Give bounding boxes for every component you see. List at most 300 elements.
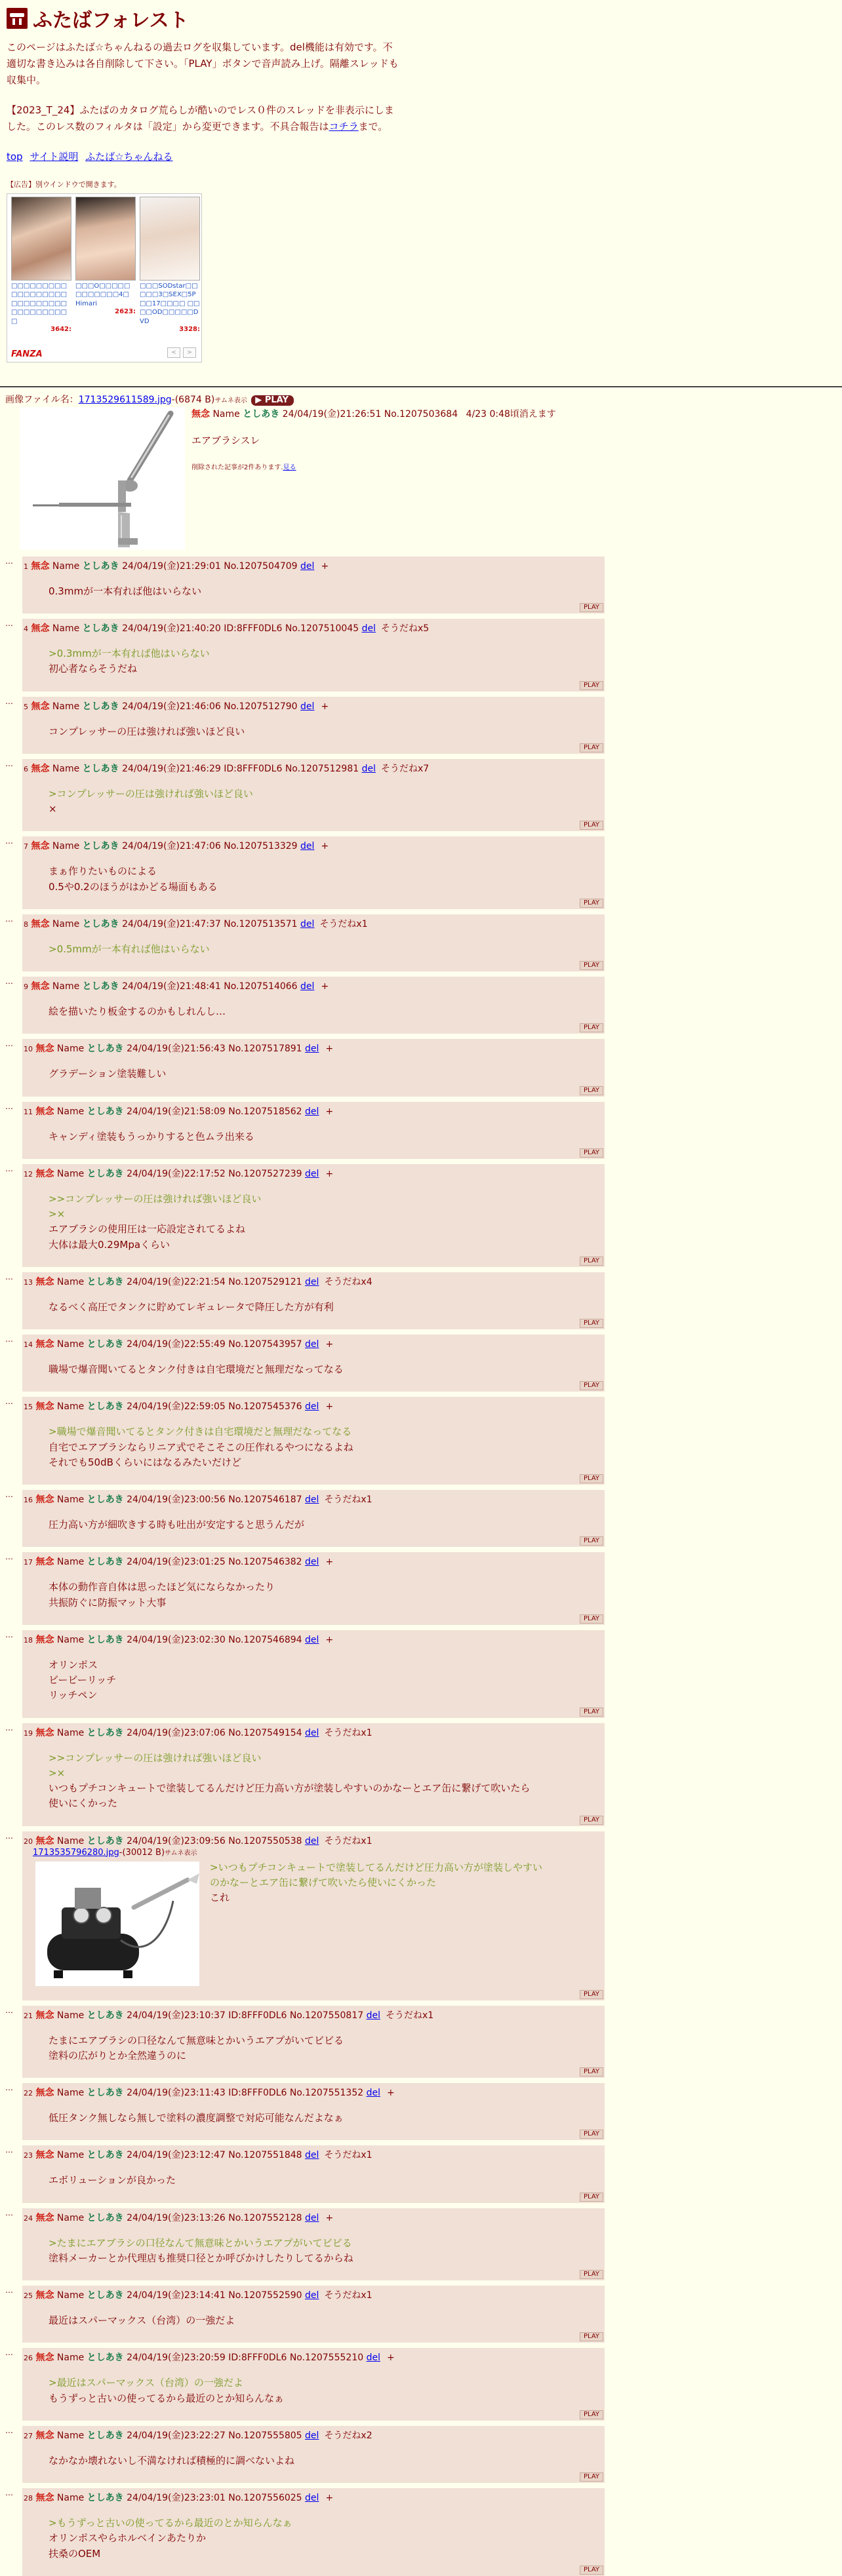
reply-number: 22 [24, 2089, 33, 2098]
reply-post-number[interactable]: No.1207550538 [228, 1835, 302, 1846]
reply-body [49, 584, 605, 599]
reply-name: としあき [82, 623, 119, 634]
del-link[interactable]: del [305, 1168, 319, 1179]
sodane-plus-button[interactable]: + [386, 2088, 395, 2098]
reply-dots: … [5, 2488, 12, 2497]
ad-thumbnail[interactable] [75, 197, 136, 281]
play-button[interactable]: PLAY [580, 1319, 603, 1328]
play-button[interactable]: PLAY [580, 1257, 603, 1266]
reply-subject: 無念 [35, 1634, 54, 1645]
reply-row [0, 1039, 842, 1096]
reply [22, 2208, 605, 2281]
reply-dots: … [5, 758, 12, 768]
reply-post-number[interactable]: No.1207517891 [228, 1044, 302, 1055]
reply-name-label: Name [56, 1494, 85, 1505]
op-name: としあき [243, 408, 280, 420]
reply-post-number[interactable]: No.1207543957 [228, 1339, 302, 1350]
reply-header [22, 2429, 605, 2442]
reply-date: 24/04/19(金)23:02:30 [127, 1634, 226, 1645]
reply-number: 28 [24, 2494, 33, 2503]
reply-body [49, 1658, 605, 1704]
reply-subject: 無念 [35, 1106, 54, 1117]
reply-id: ID:8FFF0DL6 [224, 763, 283, 774]
reply [22, 1831, 605, 2000]
reply-dots: … [5, 836, 12, 846]
play-button[interactable]: PLAY [580, 1990, 603, 1999]
reply-subject: 無念 [31, 981, 50, 992]
play-button[interactable]: PLAY [580, 1614, 603, 1624]
sodane-button[interactable]: そうだねx1 [324, 2290, 372, 2301]
sodane-plus-button[interactable]: + [321, 701, 329, 712]
reply-header [22, 2148, 605, 2161]
reply [22, 2006, 605, 2078]
reply-post-number[interactable]: No.1207546382 [228, 1557, 302, 1568]
reply-dots: … [5, 1723, 12, 1732]
sodane-button[interactable]: そうだねx2 [324, 2430, 372, 2441]
sodane-plus-button[interactable]: + [321, 841, 329, 852]
reply-subject: 無念 [35, 1557, 54, 1568]
sodane-button[interactable]: そうだねx1 [324, 1494, 372, 1505]
comment-line: 自宅でエアブラシならリニア式でそこそこの圧作れるやつになるよね [49, 1441, 353, 1453]
reply-name-label: Name [52, 623, 80, 634]
reply [22, 1039, 605, 1096]
site-title-text[interactable]: ふたばフォレスト [33, 9, 189, 32]
show-deleted-link[interactable]: 見る [283, 463, 296, 471]
comment-line: なかなか壊れないし不満なければ積極的に調べないよね [49, 2454, 295, 2467]
del-link[interactable]: del [361, 623, 376, 634]
reply-date: 24/04/19(金)23:10:37 [127, 2010, 226, 2021]
play-button[interactable]: PLAY [580, 961, 603, 970]
comment-line: キャンディ塗装もうっかりすると色ムラ出来る [49, 1130, 254, 1142]
reply-post-number[interactable]: No.1207546894 [228, 1634, 302, 1645]
sodane-button[interactable]: そうだねx1 [324, 2150, 372, 2161]
reply-name-label: Name [56, 1339, 85, 1350]
play-button[interactable]: PLAY [580, 603, 603, 612]
reply-post-number[interactable]: No.1207514066 [224, 981, 298, 992]
reply-name: としあき [87, 1401, 124, 1413]
comment-line: 初心者ならそうだね [49, 663, 138, 675]
play-button[interactable]: PLAY [580, 743, 603, 752]
reply-post-number[interactable]: No.1207555805 [228, 2430, 302, 2441]
reply-name-label: Name [56, 2290, 85, 2301]
sodane-plus-button[interactable]: + [325, 1168, 334, 1179]
reply [22, 2488, 605, 2576]
reply-row [0, 2426, 842, 2483]
reply-body [210, 1860, 542, 1986]
notice-tail: まで。 [358, 121, 388, 132]
del-link[interactable]: del [305, 1106, 319, 1117]
play-button[interactable]: PLAY [580, 681, 603, 690]
reply-post-number[interactable]: No.1207518562 [228, 1106, 302, 1117]
reply-post-number[interactable]: No.1207512981 [285, 763, 359, 774]
op-header [191, 407, 556, 420]
ad-item-text[interactable]: □□□O□□□□□□□□□□□□4□ Himari [75, 282, 130, 307]
reply-header [22, 559, 605, 572]
reply-file-link[interactable]: 1713535796280.jpg [33, 1847, 119, 1858]
reply-body [49, 2375, 605, 2406]
reply-row [0, 1272, 842, 1329]
reply-date: 24/04/19(金)23:00:56 [127, 1494, 226, 1505]
sodane-plus-button[interactable]: + [321, 560, 329, 572]
reply-number: 21 [24, 2011, 33, 2020]
sodane-button[interactable]: そうだねx1 [385, 2010, 434, 2021]
ad-brand-logo[interactable]: FANZA [11, 349, 43, 359]
reply-body [49, 2453, 605, 2469]
sodane-plus-button[interactable]: + [325, 1339, 334, 1350]
reply-row [0, 914, 842, 971]
ad-next-button[interactable]: > [183, 347, 196, 358]
del-link[interactable]: del [305, 1835, 319, 1846]
comment-line: リッチペン [49, 1689, 98, 1702]
sodane-plus-button[interactable]: + [325, 1401, 334, 1413]
reply-subject: 無念 [31, 560, 50, 572]
ad-item-price: 2623: [115, 308, 136, 316]
reply-subject: 無念 [35, 2150, 54, 2161]
ad-prev-button[interactable]: < [167, 347, 180, 358]
reply-body [49, 724, 605, 739]
ad-item[interactable] [11, 197, 71, 334]
reply-header [22, 2491, 605, 2504]
reply [22, 556, 605, 614]
quote-line: >0.5mmが一本有れば他はいらない [49, 943, 210, 955]
reply-file-line [33, 1847, 605, 1858]
about-link[interactable]: サイト説明 [30, 150, 79, 163]
del-link[interactable]: del [300, 560, 315, 572]
quote-line: >× [49, 1766, 66, 1779]
reply-subject: 無念 [35, 1835, 54, 1846]
reply-name-label: Name [52, 763, 80, 774]
ad-thumbnail[interactable] [11, 197, 71, 281]
reply-header [22, 1042, 605, 1055]
reply-post-number[interactable]: No.1207513571 [224, 918, 298, 929]
op-play-button[interactable]: ▶ PLAY [251, 395, 294, 406]
reply-name-label: Name [52, 841, 80, 852]
play-button[interactable]: PLAY [580, 899, 603, 908]
reply-date: 24/04/19(金)21:29:01 [122, 560, 221, 572]
reply-row [0, 697, 842, 754]
futaba-link[interactable]: ふたば☆ちゃんねる [85, 150, 173, 163]
del-link[interactable]: del [305, 1044, 319, 1055]
op-file-line [5, 393, 842, 406]
comment-line: 塗料の広がりとか全然違うのに [49, 2049, 187, 2061]
compressor-image[interactable] [35, 1862, 199, 1986]
sodane-plus-button[interactable]: + [325, 1557, 334, 1568]
reply-header [22, 1167, 605, 1180]
comment-line: 共振防ぐに防振マット大事 [49, 1596, 167, 1609]
comment-line: エアブラシの使用圧は一応設定されてるよね [49, 1223, 246, 1236]
reply-row [0, 1102, 842, 1159]
reply [22, 2083, 605, 2140]
reply-name-label: Name [56, 2150, 85, 2161]
quote-line: >>コンプレッサーの圧は強ければ強いほど良い [49, 1751, 262, 1764]
reply [22, 836, 605, 909]
reply-number: 26 [24, 2354, 33, 2363]
sodane-plus-button[interactable]: + [325, 1634, 334, 1645]
sodane-plus-button[interactable]: + [321, 981, 329, 992]
reply-number: 16 [24, 1496, 33, 1504]
comment-line: 職場で爆音聞いてるとタンク付きは自宅環境だと無理だなってなる [49, 1363, 344, 1375]
intro-text: このページはふたば☆ちゃんねるの過去ログを収集しています。del機能は有効です。不適切な書き込みは各自削除して下さい。「PLAY」ボタンで音声読み上げ。隔離スレッドも収集中。 [7, 41, 399, 86]
comment-line: 使いにくかった [49, 1797, 118, 1810]
reply-post-number[interactable]: No.1207555210 [289, 2352, 364, 2364]
sodane-button[interactable]: そうだねx7 [380, 763, 430, 774]
header [0, 0, 407, 362]
reply-post-number[interactable]: No.1207549154 [228, 1727, 302, 1738]
reply-number: 14 [24, 1340, 33, 1349]
reply [22, 1335, 605, 1392]
top-link[interactable]: top [7, 150, 23, 163]
sodane-button[interactable]: そうだねx5 [380, 623, 430, 634]
del-link[interactable]: del [305, 1276, 319, 1287]
reply-post-number[interactable]: No.1207552128 [228, 2212, 302, 2223]
play-button[interactable]: PLAY [580, 1148, 603, 1158]
reply-subject: 無念 [35, 1276, 54, 1287]
play-button[interactable]: PLAY [580, 1381, 603, 1390]
reply-post-number[interactable]: No.1207556025 [228, 2493, 302, 2503]
reply [22, 697, 605, 754]
del-link[interactable]: del [305, 2493, 319, 2503]
del-link[interactable]: del [305, 2212, 319, 2223]
reply-subject: 無念 [35, 2290, 54, 2301]
reply [22, 1630, 605, 1718]
ad-box[interactable] [7, 193, 202, 362]
comment-line: たまにエアブラシの口径なんて無意味とかいうエアプがいてビビる [49, 2034, 344, 2046]
reply-name-label: Name [56, 1835, 85, 1846]
play-button[interactable]: PLAY [580, 1474, 603, 1483]
reply-header [22, 2288, 605, 2301]
reply-dots: … [5, 2348, 12, 2358]
quote-line: のかなーとエア缶に繋げて吹いたら使いにくかった [210, 1876, 437, 1888]
reply-date: 24/04/19(金)23:13:26 [127, 2212, 226, 2223]
comment-line: 絵を描いたり板金するのかもしれんし… [49, 1005, 226, 1017]
reply-dots: … [5, 2145, 12, 2155]
reply-subject: 無念 [35, 2010, 54, 2021]
sodane-button[interactable]: そうだねx1 [319, 918, 368, 929]
reply-name: としあき [87, 2150, 124, 2161]
comment-line: グラデーション塗装難しい [49, 1068, 167, 1080]
del-link[interactable]: del [305, 1557, 319, 1568]
reply-name: としあき [87, 2212, 124, 2223]
op-file-link[interactable]: 1713529611589.jpg [78, 394, 172, 405]
comment-line: オリンポス [49, 1658, 98, 1671]
ad-item[interactable] [140, 197, 200, 334]
reply-name: としあき [87, 2430, 124, 2441]
airbrush-image[interactable] [20, 407, 185, 550]
reply-body [49, 1129, 605, 1144]
reply-number: 27 [24, 2431, 33, 2440]
comment-line: オリンポスやらホルベインあたりか [49, 2532, 207, 2545]
quote-line: >0.3mmが一本有れば他はいらない [49, 648, 210, 659]
del-link[interactable]: del [305, 1339, 319, 1350]
play-button[interactable]: PLAY [580, 1816, 603, 1825]
reply-dots: … [5, 2286, 12, 2295]
play-button[interactable]: PLAY [580, 2067, 603, 2077]
play-button[interactable]: PLAY [580, 2130, 603, 2139]
ad-label: 【広告】別ウインドウで開きます。 [7, 180, 121, 189]
play-button[interactable]: PLAY [580, 2566, 603, 2575]
del-link[interactable]: del [305, 2150, 319, 2161]
play-button[interactable]: PLAY [580, 1023, 603, 1032]
reply-post-number[interactable]: No.1207512790 [224, 701, 298, 712]
reply-number: 24 [24, 2214, 33, 2223]
reply-name: としあき [82, 763, 119, 774]
reply-post-number[interactable]: No.1207529121 [228, 1276, 302, 1287]
reply-subject: 無念 [35, 1494, 54, 1505]
del-link[interactable]: del [366, 2352, 380, 2364]
reply-row [0, 1831, 842, 2000]
del-link[interactable]: del [300, 981, 315, 992]
sodane-plus-button[interactable]: + [325, 1106, 334, 1117]
op-image-airbrush[interactable] [20, 407, 185, 550]
reply-name: としあき [82, 918, 119, 929]
reply-post-number[interactable]: No.1207551848 [228, 2150, 302, 2161]
reply-name: としあき [82, 701, 119, 712]
file-label: 画像ファイル名： [5, 394, 79, 405]
reply-row [0, 2083, 842, 2140]
reply-name: としあき [87, 1727, 124, 1738]
reply-post-number[interactable]: No.1207546187 [228, 1494, 302, 1505]
reply-name: としあき [87, 2010, 124, 2021]
reply-subject: 無念 [31, 701, 50, 712]
del-link[interactable]: del [366, 2010, 380, 2021]
reply-name: としあき [87, 1106, 124, 1117]
comment-line: 圧力高い方が細吹きする時も吐出が安定すると思うんだが [49, 1519, 305, 1531]
report-link[interactable]: コチラ [329, 121, 359, 132]
sodane-plus-button[interactable]: + [325, 2212, 334, 2223]
reply-date: 24/04/19(金)21:46:29 [122, 763, 221, 774]
reply-date: 24/04/19(金)23:01:25 [127, 1557, 226, 1568]
play-button[interactable]: PLAY [580, 821, 603, 830]
quote-line: >最近はスパーマックス（台湾）の一強だよ [49, 2377, 243, 2389]
del-link[interactable]: del [305, 1634, 319, 1645]
play-button[interactable]: PLAY [580, 1708, 603, 1717]
reply [22, 2348, 605, 2421]
sodane-button[interactable]: そうだねx1 [324, 1835, 372, 1846]
reply-header [22, 917, 605, 930]
reply-header [22, 2086, 605, 2099]
reply-body [49, 2516, 605, 2562]
reply-dots: … [5, 619, 12, 628]
reply-name: としあき [87, 1634, 124, 1645]
ad-item-text[interactable]: □□□SODstar□□□□□3□SEX□5P□□17□□□□ □□□□OD□□□□□DVD [140, 282, 200, 325]
play-button[interactable]: PLAY [580, 2193, 603, 2202]
reply [22, 1102, 605, 1159]
reply-dots: … [5, 1335, 12, 1344]
reply-post-number[interactable]: No.1207504709 [224, 560, 298, 572]
play-button[interactable]: PLAY [580, 2472, 603, 2482]
sodane-plus-button[interactable]: + [386, 2352, 395, 2364]
reply-dots: … [5, 977, 12, 986]
reply-date: 24/04/19(金)23:11:43 [127, 2088, 226, 2098]
del-link[interactable]: del [305, 2290, 319, 2301]
site-logo-icon[interactable] [7, 8, 28, 29]
reply-subject: 無念 [35, 1339, 54, 1350]
quote-line: >コンプレッサーの圧は強ければ強いほど良い [49, 787, 253, 800]
reply-date: 24/04/19(金)22:55:49 [127, 1339, 226, 1350]
play-label: PLAY [264, 395, 289, 405]
play-button[interactable]: PLAY [580, 1536, 603, 1546]
del-link[interactable]: del [305, 1727, 319, 1738]
reply-row [0, 836, 842, 909]
reply-date: 24/04/19(金)21:46:06 [122, 701, 221, 712]
reply-header [22, 2211, 605, 2224]
reply-dots: … [5, 914, 12, 924]
reply-thumb-note: サムネ表示 [165, 1849, 197, 1857]
reply-dots: … [5, 1397, 12, 1407]
reply [22, 2426, 605, 2483]
del-link[interactable]: del [300, 701, 315, 712]
deleted-text: 削除された記事が2件あります. [191, 463, 283, 471]
site-title[interactable] [7, 4, 400, 33]
reply-body [49, 1004, 605, 1019]
reply [22, 1552, 605, 1625]
reply-post-number[interactable]: No.1207545376 [228, 1401, 302, 1413]
reply-row [0, 2286, 842, 2343]
del-link[interactable]: del [300, 841, 315, 852]
comment-line: ビービーリッチ [49, 1674, 117, 1686]
reply-row [0, 556, 842, 614]
play-button[interactable]: PLAY [580, 2270, 603, 2279]
op-comment: エアブラシスレ [191, 434, 260, 446]
sodane-plus-button[interactable]: + [325, 2493, 334, 2503]
ad-item[interactable] [75, 197, 136, 334]
reply-post-number[interactable]: No.1207510045 [285, 623, 359, 634]
sodane-button[interactable]: そうだねx1 [324, 1727, 372, 1738]
reply-post-number[interactable]: No.1207552590 [228, 2290, 302, 2301]
ad-item-text[interactable]: □□□□□□□□□□□□□□□□□□□□□□□□□□□□□□□□□□□□ □ [11, 282, 68, 325]
reply-row [0, 1490, 842, 1547]
reply-name-label: Name [56, 2493, 85, 2503]
reply-post-number[interactable]: No.1207551352 [289, 2088, 364, 2098]
play-button[interactable]: PLAY [580, 1086, 603, 1095]
reply-image-compressor[interactable] [35, 1862, 199, 1986]
play-button[interactable]: PLAY [580, 2410, 603, 2419]
del-link[interactable]: del [305, 2430, 319, 2441]
reply-body [49, 646, 605, 677]
reply-post-number[interactable]: No.1207527239 [228, 1168, 302, 1179]
quote-line: >たまにエアブラシの口径なんて無意味とかいうエアプがいてビビる [49, 2236, 352, 2249]
reply-dots: … [5, 1630, 12, 1639]
reply-post-number[interactable]: No.1207513329 [224, 841, 298, 852]
reply-dots: … [5, 1101, 12, 1111]
reply [22, 759, 605, 832]
reply-name-label: Name [52, 981, 80, 992]
reply-header [22, 1275, 605, 1288]
del-link[interactable]: del [305, 1401, 319, 1413]
reply-body [49, 942, 605, 957]
reply-subject: 無念 [35, 2352, 54, 2364]
reply-body [49, 1362, 605, 1377]
reply-post-number[interactable]: No.1207550817 [289, 2010, 364, 2021]
reply-header [22, 2351, 605, 2364]
quote-line: >いつもプチコンキュートで塗装してるんだけど圧力高い方が塗装しやすい [210, 1861, 542, 1873]
del-link[interactable]: del [361, 763, 376, 774]
reply-dots: … [5, 1163, 12, 1173]
op-name-label: Name [212, 408, 240, 420]
del-link[interactable]: del [305, 1494, 319, 1505]
play-button[interactable]: PLAY [580, 2332, 603, 2341]
reply [22, 1723, 605, 1826]
reply-name-label: Name [56, 1401, 85, 1413]
intro [7, 39, 400, 135]
del-link[interactable]: del [366, 2088, 380, 2098]
ad-thumbnail[interactable] [140, 197, 200, 281]
sodane-button[interactable]: そうだねx4 [324, 1276, 372, 1287]
reply-subject: 無念 [35, 2493, 54, 2503]
sodane-plus-button[interactable]: + [325, 1044, 334, 1055]
reply-name: としあき [82, 981, 119, 992]
del-link[interactable]: del [300, 918, 315, 929]
